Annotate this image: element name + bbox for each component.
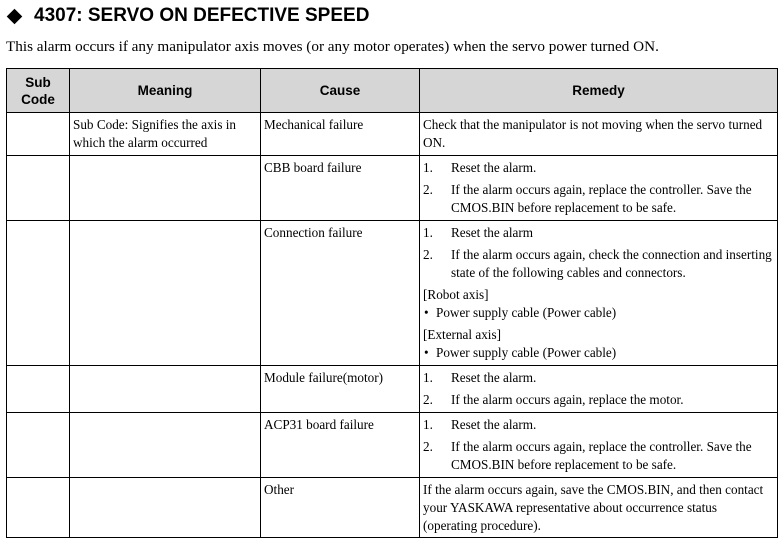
meaning-cell bbox=[70, 478, 261, 538]
remedy-step: 2. If the alarm occurs again, replace the controller. Save the CMOS.BIN before replacement to be safe. bbox=[423, 182, 752, 215]
alarm-table bbox=[6, 68, 778, 538]
table-row bbox=[7, 113, 778, 156]
sub-code-cell bbox=[7, 221, 70, 366]
bullet-icon: • bbox=[424, 305, 429, 320]
alarm-title bbox=[6, 4, 369, 28]
remedy-cell bbox=[420, 156, 778, 221]
cause-cell: CBB board failure bbox=[261, 156, 420, 221]
remedy-steps bbox=[423, 369, 773, 409]
meaning-cell bbox=[70, 156, 261, 221]
bullet-icon: • bbox=[424, 345, 429, 360]
remedy-cell: If the alarm occurs again, save the CMOS.BIN, and then contact your YASKAWA representative about occurrence status (operating procedure). bbox=[420, 478, 778, 538]
remedy-cell bbox=[420, 366, 778, 413]
remedy-steps bbox=[423, 159, 773, 217]
remedy-cell bbox=[420, 221, 778, 366]
group-heading: [External axis] bbox=[423, 327, 501, 342]
sub-code-cell bbox=[7, 156, 70, 221]
meaning-cell bbox=[70, 221, 261, 366]
table-row bbox=[7, 221, 778, 366]
meaning-cell bbox=[70, 413, 261, 478]
remedy-step: 2. If the alarm occurs again, replace the motor. bbox=[423, 392, 684, 407]
header-remedy: Remedy bbox=[420, 69, 778, 113]
table-header-row bbox=[7, 69, 778, 113]
sub-code-cell bbox=[7, 113, 70, 156]
cable-group-robot-axis bbox=[423, 286, 773, 322]
table-row bbox=[7, 366, 778, 413]
cause-cell: ACP31 board failure bbox=[261, 413, 420, 478]
table-row bbox=[7, 413, 778, 478]
remedy-cell bbox=[420, 413, 778, 478]
cause-cell: Connection failure bbox=[261, 221, 420, 366]
remedy-step: 1. Reset the alarm. bbox=[423, 160, 537, 175]
sub-code-cell bbox=[7, 366, 70, 413]
group-heading: [Robot axis] bbox=[423, 287, 489, 302]
header-sub-code: Sub Code bbox=[7, 69, 70, 113]
alarm-title-text: 4307: SERVO ON DEFECTIVE SPEED bbox=[34, 5, 370, 26]
bullet-item: • Power supply cable (Power cable) bbox=[424, 305, 617, 320]
header-cause: Cause bbox=[261, 69, 420, 113]
cause-cell: Mechanical failure bbox=[261, 113, 420, 156]
remedy-step: 1. Reset the alarm bbox=[423, 225, 534, 240]
table-row bbox=[7, 478, 778, 538]
meaning-cell bbox=[70, 366, 261, 413]
remedy-steps bbox=[423, 224, 773, 282]
alarm-description: This alarm occurs if any manipulator axis moves (or any motor operates) when the servo power turned ON. bbox=[6, 38, 659, 55]
remedy-step: 1. Reset the alarm. bbox=[423, 370, 537, 385]
remedy-step: 1. Reset the alarm. bbox=[423, 417, 537, 432]
remedy-step: 2. If the alarm occurs again, replace the controller. Save the CMOS.BIN before replacement to be safe. bbox=[423, 439, 752, 472]
header-meaning: Meaning bbox=[70, 69, 261, 113]
sub-code-cell bbox=[7, 478, 70, 538]
sub-code-cell bbox=[7, 413, 70, 478]
remedy-steps bbox=[423, 416, 773, 474]
meaning-cell: Sub Code: Signifies the axis in which the alarm occurred bbox=[70, 113, 261, 156]
table-row bbox=[7, 156, 778, 221]
cause-cell: Module failure(motor) bbox=[261, 366, 420, 413]
cause-cell: Other bbox=[261, 478, 420, 538]
remedy-step: 2. If the alarm occurs again, check the connection and inserting state of the following cables and connectors. bbox=[423, 247, 772, 280]
cable-group-external-axis bbox=[423, 326, 773, 362]
bullet-item: • Power supply cable (Power cable) bbox=[424, 345, 617, 360]
remedy-cell: Check that the manipulator is not moving when the servo turned ON. bbox=[420, 113, 778, 156]
diamond-bullet-icon bbox=[7, 8, 23, 24]
